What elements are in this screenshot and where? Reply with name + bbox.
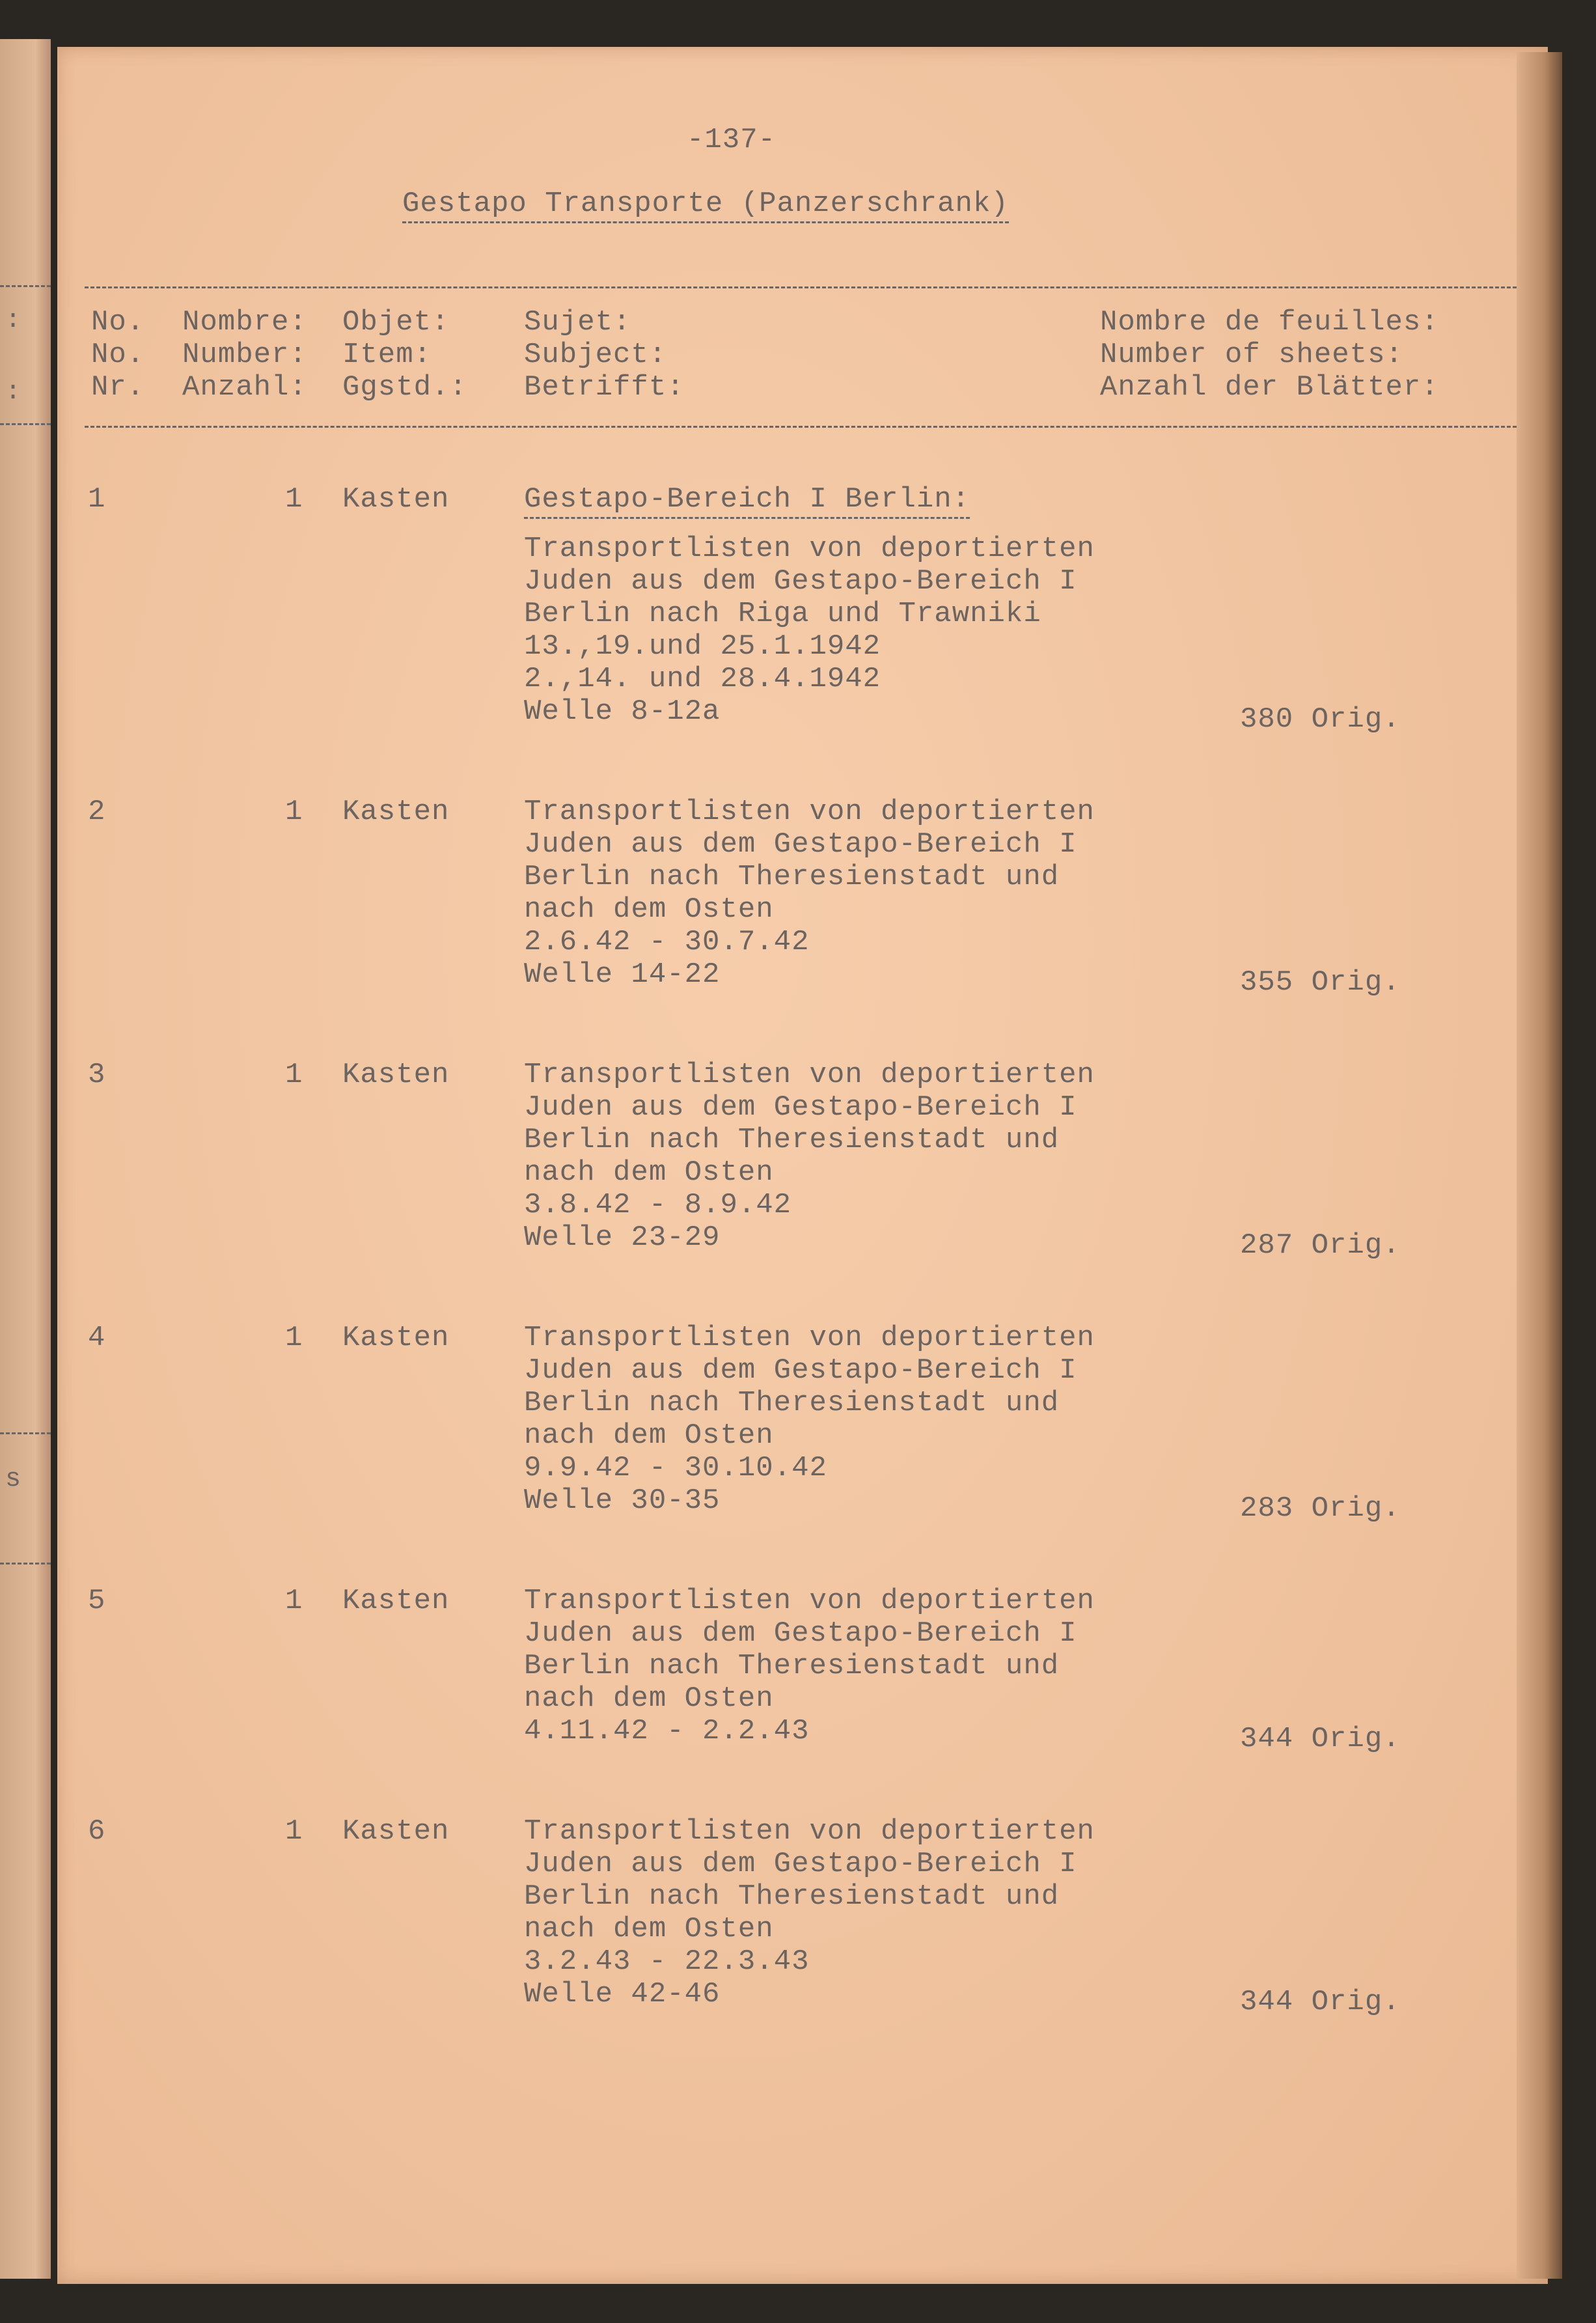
entry-sheets: 287 Orig. <box>1240 1229 1401 1262</box>
entry-line: Welle 14-22 <box>524 958 721 991</box>
entry-line: Berlin nach Theresienstadt und <box>524 1387 1060 1419</box>
entry-line: Welle 23-29 <box>524 1221 721 1254</box>
entry-line: Berlin nach Riga und Trawniki <box>524 598 1041 630</box>
left-page-rule <box>0 423 51 425</box>
entry-count: 1 <box>285 483 303 516</box>
left-page-mark: : <box>5 378 21 407</box>
entry-line: 13.,19.und 25.1.1942 <box>524 630 881 663</box>
entry-line: nach dem Osten <box>524 1156 774 1189</box>
entry-sheets: 355 Orig. <box>1240 966 1401 999</box>
header-rule-top <box>85 286 1517 288</box>
left-page-mark: : <box>5 306 21 335</box>
entry-line: Transportlisten von deportierten <box>524 1059 1095 1091</box>
entry-line: Berlin nach Theresienstadt und <box>524 1124 1060 1156</box>
col-item-de: Ggstd.: <box>342 371 467 404</box>
entry-line: 2.,14. und 28.4.1942 <box>524 663 881 695</box>
entry-number: 1 <box>88 483 106 516</box>
entry-line: 2.6.42 - 30.7.42 <box>524 926 810 958</box>
entry-heading: Gestapo-Bereich I Berlin: <box>524 483 970 519</box>
entry-line: Juden aus dem Gestapo-Bereich I <box>524 1617 1077 1650</box>
entry-number: 6 <box>88 1815 106 1848</box>
entry-line: 3.2.43 - 22.3.43 <box>524 1945 810 1978</box>
entry-sheets: 344 Orig. <box>1240 1723 1401 1755</box>
entry-line: Welle 42-46 <box>524 1978 721 2010</box>
entry-line: Juden aus dem Gestapo-Bereich I <box>524 565 1077 598</box>
col-subject-en: Subject: <box>524 339 667 371</box>
entry-line: Transportlisten von deportierten <box>524 1322 1095 1354</box>
entry-line: Berlin nach Theresienstadt und <box>524 861 1060 893</box>
entry-item: Kasten <box>342 483 450 516</box>
entry-line: Juden aus dem Gestapo-Bereich I <box>524 1091 1077 1124</box>
col-subject-de: Betrifft: <box>524 371 685 404</box>
col-subject-fr: Sujet: <box>524 306 631 339</box>
entry-count: 1 <box>285 1322 303 1354</box>
entry-number: 5 <box>88 1585 106 1617</box>
entry-item: Kasten <box>342 796 450 828</box>
entry-line: 4.11.42 - 2.2.43 <box>524 1715 810 1747</box>
entry-line: Welle 8-12a <box>524 695 721 728</box>
entry-line: nach dem Osten <box>524 1419 774 1452</box>
entry-count: 1 <box>285 1815 303 1848</box>
entry-line: Berlin nach Theresienstadt und <box>524 1650 1060 1682</box>
entry-count: 1 <box>285 1059 303 1091</box>
entry-number: 4 <box>88 1322 106 1354</box>
entry-count: 1 <box>285 1585 303 1617</box>
document-title: Gestapo Transporte (Panzerschrank) <box>402 188 1009 223</box>
entry-line: Juden aus dem Gestapo-Bereich I <box>524 1848 1077 1880</box>
entry-line: Transportlisten von deportierten <box>524 1815 1095 1848</box>
left-page-edge <box>0 39 51 2279</box>
entry-line: Juden aus dem Gestapo-Bereich I <box>524 1354 1077 1387</box>
col-no-de: Nr. <box>91 371 145 404</box>
entry-sheets: 344 Orig. <box>1240 1986 1401 2018</box>
col-no-en: No. <box>91 339 145 371</box>
entry-count: 1 <box>285 796 303 828</box>
left-page-rule <box>0 1563 51 1565</box>
entry-sheets: 283 Orig. <box>1240 1492 1401 1525</box>
entry-line: Welle 30-35 <box>524 1484 721 1517</box>
left-page-rule <box>0 1432 51 1434</box>
entry-item: Kasten <box>342 1059 450 1091</box>
entry-item: Kasten <box>342 1815 450 1848</box>
header-rule-bottom <box>85 426 1517 428</box>
page-edge <box>1517 52 1562 2279</box>
entry-line: Transportlisten von deportierten <box>524 533 1095 565</box>
page-number: -137- <box>687 124 777 156</box>
col-sheets-en: Number of sheets: <box>1100 339 1403 371</box>
col-item-fr: Objet: <box>342 306 450 339</box>
col-item-en: Item: <box>342 339 432 371</box>
col-count-de: Anzahl: <box>182 371 307 404</box>
col-count-fr: Nombre: <box>182 306 307 339</box>
entry-number: 3 <box>88 1059 106 1091</box>
left-page-rule <box>0 285 51 287</box>
col-sheets-de: Anzahl der Blätter: <box>1100 371 1439 404</box>
entry-line: Berlin nach Theresienstadt und <box>524 1880 1060 1913</box>
entry-number: 2 <box>88 796 106 828</box>
entry-item: Kasten <box>342 1585 450 1617</box>
entry-line: Transportlisten von deportierten <box>524 1585 1095 1617</box>
entry-line: Juden aus dem Gestapo-Bereich I <box>524 828 1077 861</box>
entry-line: nach dem Osten <box>524 1682 774 1715</box>
entry-line: 9.9.42 - 30.10.42 <box>524 1452 827 1484</box>
col-no-fr: No. <box>91 306 145 339</box>
entry-line: nach dem Osten <box>524 1913 774 1945</box>
entry-line: 3.8.42 - 8.9.42 <box>524 1189 792 1221</box>
entry-item: Kasten <box>342 1322 450 1354</box>
entry-line: Transportlisten von deportierten <box>524 796 1095 828</box>
entry-line: nach dem Osten <box>524 893 774 926</box>
col-sheets-fr: Nombre de feuilles: <box>1100 306 1439 339</box>
left-page-mark: s <box>5 1465 21 1494</box>
col-count-en: Number: <box>182 339 307 371</box>
entry-sheets: 380 Orig. <box>1240 703 1401 736</box>
